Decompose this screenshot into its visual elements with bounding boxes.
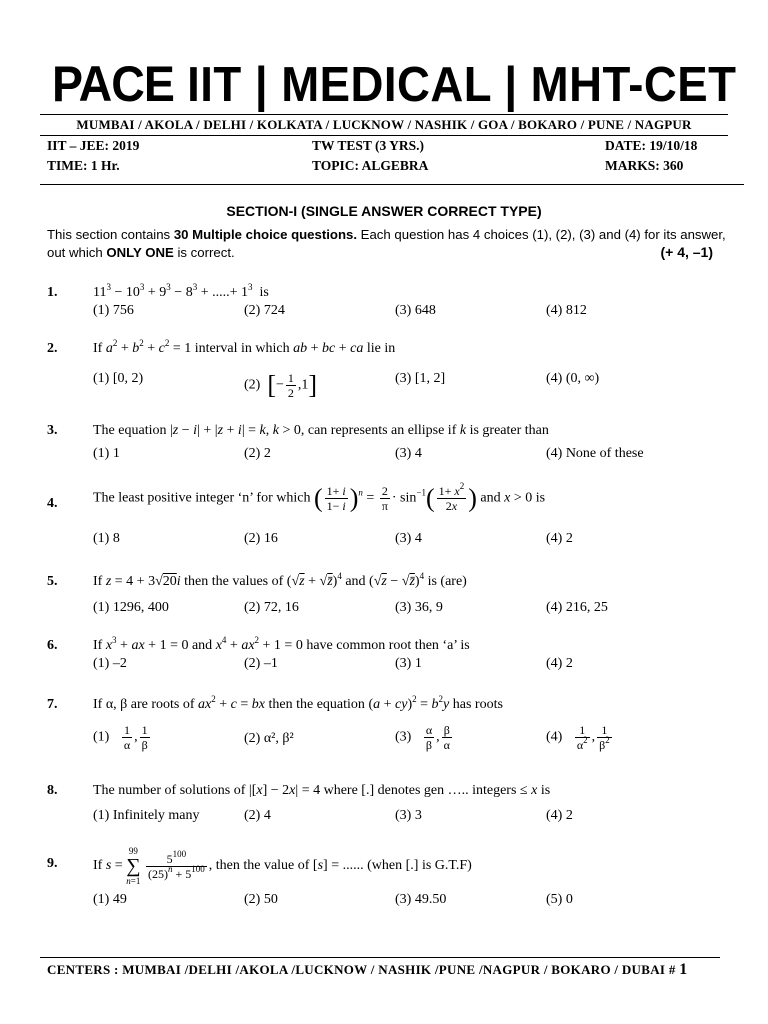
pace-logo [52,56,737,112]
brand-name: PACE [52,56,175,112]
option-1[interactable]: (1) $\frac{1}{\alpha}$ , $\frac{1}{\beta}$ [93,723,148,752]
page-number: 1 [679,961,688,978]
option-4[interactable]: (4) 2 [546,656,573,671]
option-4[interactable]: (4) None of these [546,446,644,461]
option-2[interactable]: (2) 16 [244,531,278,546]
question-text: If s = 99 ∑ n=1 $\frac{5^{100}}{(25)^n + 5^{100}}$ , then the value of [s] = ...... (when [.] is G.T.F) [93,846,472,886]
centers-line: MUMBAI / AKOLA / DELHI / KOLKATA / LUCKNOW / NASHIK / GOA / BOKARO / PUNE / NAGPUR [76,117,692,132]
option-4[interactable]: (4) 216, 25 [546,600,608,615]
option-1[interactable]: (1) 49 [93,892,127,907]
option-3[interactable]: (3) 648 [395,303,436,318]
question-text: The number of solutions of |[x] − 2x| = 4 where [.] denotes gen ….. integers ≤ x is [93,783,551,798]
section-title: SECTION-I (SINGLE ANSWER CORRECT TYPE) [226,203,542,219]
question-text: If $x^3$ + ax + 1 = 0 and $x^4 + ax^2 + 1 = 0$ have common root then ‘a’ is [93,635,470,653]
time-label: TIME: 1 Hr. [47,158,120,173]
question-text: The equation |z − i| + |z + i| = k, k > 0, can represents an ellipse if k is greater than [93,423,549,438]
option-4[interactable]: (4) $\frac{1}{\alpha^2}$ , $\frac{1}{\beta^2}$ [546,723,610,752]
question-number: 2. [47,341,58,356]
option-4[interactable]: (5) 0 [546,892,573,907]
option-3[interactable]: (3) 3 [395,808,422,823]
option-3[interactable]: (3) 4 [395,446,422,461]
question-number: 7. [47,697,58,712]
question-text: If $a^2 + b^2 + c^2 = 1$ interval in which ab + bc + ca lie in [93,338,396,356]
option-3[interactable]: (3) 4 [395,531,422,546]
option-2[interactable]: (2) [− $\frac{1}{2}$ ,1] [244,370,318,400]
section-instructions: This section contains 30 Multiple choice questions. Each question has 4 choices (1), (2), (3) and (4) for its answer, out which ONLY ONE is correct. [47,227,726,260]
question-number: 8. [47,783,58,798]
option-2[interactable]: (2) 50 [244,892,278,907]
header-rule-bottom [40,184,744,185]
option-1[interactable]: (1) [0, 2) [93,371,144,386]
option-1[interactable]: (1) Infinitely many [93,808,200,823]
option-2[interactable]: (2) 724 [244,303,285,318]
test-label: TW TEST (3 YRS.) [312,138,425,153]
question-text: The least positive integer ‘n’ for which ( $\frac{1+ i}{1- i}$ )$^n$ = $\frac{2}{\pi}$ · $\sin^{-1}$( $\frac{1+ x^2}{2x}$ ) and x > 0 is [93,481,546,513]
option-4[interactable]: (4) 2 [546,531,573,546]
option-2[interactable]: (2) 72, 16 [244,600,299,615]
question-number: 9. [47,856,58,871]
marks-label: MARKS: 360 [605,158,684,173]
option-1[interactable]: (1) 1296, 400 [93,600,169,615]
option-3[interactable]: (3) $\frac{\alpha}{\beta}$ , $\frac{\beta}{\alpha}$ [395,723,450,752]
header-rule-mid [40,135,728,136]
question-text: If α, β are roots of $ax^2 + c$ = bx then the equation $(a + cy)^2 = b^2y$ has roots [93,694,503,712]
option-3[interactable]: (3) 49.50 [395,892,447,907]
option-2[interactable]: (2) 2 [244,446,271,461]
option-1[interactable]: (1) 8 [93,531,120,546]
option-2[interactable]: (2) α², β² [244,731,294,746]
question-text: $11^3 - 10^3 + 9^3 - 8^3$ + .....+ $1^3$ is [93,282,269,300]
option-4[interactable]: (4) 2 [546,808,573,823]
footer-rule [40,957,720,958]
question-number: 5. [47,574,58,589]
option-4[interactable]: (4) (0, ∞) [546,371,600,386]
header-rule-top [40,114,728,115]
option-4[interactable]: (4) 812 [546,303,587,318]
footer-centers: CENTERS : MUMBAI /DELHI /AKOLA /LUCKNOW / NASHIK /PUNE /NAGPUR / BOKARO / DUBAI # 1 [47,961,688,978]
option-3[interactable]: (3) 36, 9 [395,600,443,615]
question-number: 1. [47,285,58,300]
question-number: 4. [47,496,58,511]
question-number: 6. [47,638,58,653]
option-2[interactable]: (2) 4 [244,808,271,823]
exam-label: IIT – JEE: 2019 [47,138,140,153]
option-1[interactable]: (1) 1 [93,446,120,461]
option-3[interactable]: (3) [1, 2] [395,371,446,386]
option-2[interactable]: (2) –1 [244,656,278,671]
brand-tagline: IIT | MEDICAL | MHT-CET [187,58,737,112]
option-3[interactable]: (3) 1 [395,656,422,671]
question-number: 3. [47,423,58,438]
question-text: If z = 4 + 3√20i then the values of (√z + √z̄)$^4$ and (√z − √z̄)$^4$ is (are) [93,571,467,589]
topic-label: TOPIC: ALGEBRA [312,158,429,173]
option-1[interactable]: (1) –2 [93,656,127,671]
marking-scheme: (+ 4, –1) [660,244,713,260]
option-1[interactable]: (1) 756 [93,303,134,318]
date-label: DATE: 19/10/18 [605,138,698,153]
